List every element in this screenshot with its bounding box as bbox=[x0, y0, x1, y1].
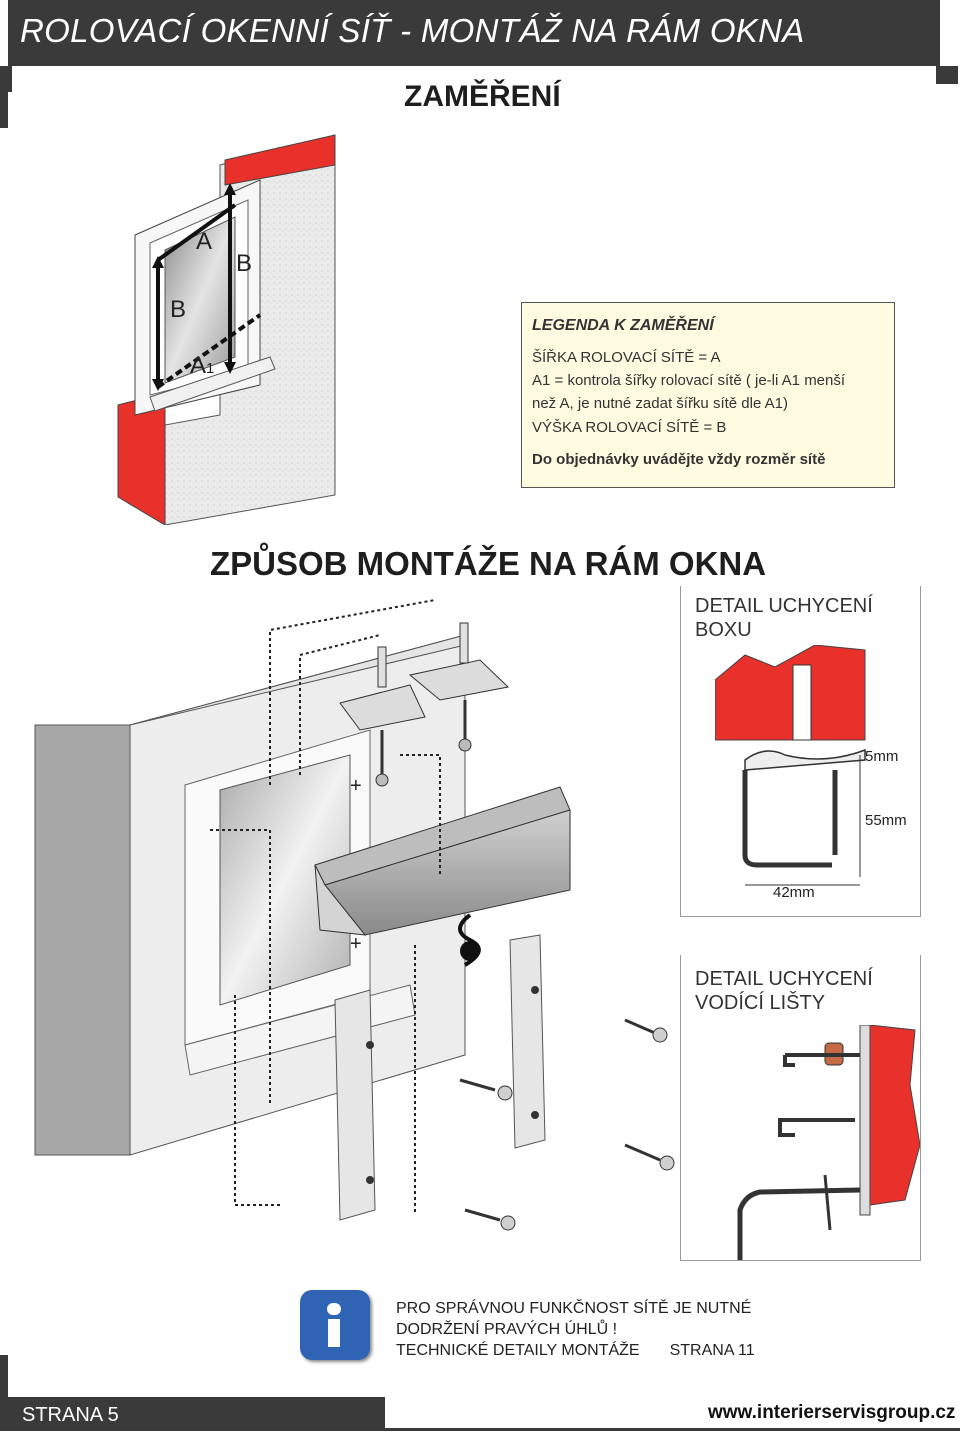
label-b-right: B bbox=[236, 250, 253, 277]
detail-box-drawing bbox=[715, 645, 915, 895]
label-a1: A1 bbox=[190, 352, 215, 379]
page-title: ROLOVACÍ OKENNÍ SÍŤ - MONTÁŽ NA RÁM OKNA bbox=[20, 12, 805, 49]
info-text: PRO SPRÁVNOU FUNKČNOST SÍTĚ JE NUTNÉ DODRŽENÍ PRAVÝCH ÚHLŮ ! TECHNICKÉ DETAILY MONTÁŽE STRANA 11 bbox=[396, 1300, 755, 1359]
legend-line: A1 = kontrola šířky rolovací sítě ( je-li A1 menší bbox=[532, 372, 846, 389]
legend-box bbox=[521, 302, 895, 488]
window-measure-illustration bbox=[110, 125, 350, 525]
section-title-mount: ZPŮSOB MONTÁŽE NA RÁM OKNA bbox=[210, 545, 767, 582]
legend-note: Do objednávky uvádějte vždy rozměr sítě bbox=[532, 451, 826, 468]
svg-text:+: + bbox=[350, 775, 362, 797]
footer-line bbox=[385, 1428, 960, 1431]
detail-rail-title: DETAIL UCHYCENÍ VODÍCÍ LIŠTY bbox=[695, 968, 873, 1014]
info-icon bbox=[300, 1290, 370, 1360]
website-url: www.interierservisgroup.cz bbox=[708, 1402, 956, 1423]
dim-55mm: 55mm bbox=[865, 812, 907, 829]
decor-bar-left bbox=[0, 66, 8, 128]
detail-box-title: DETAIL UCHYCENÍ BOXU bbox=[695, 595, 873, 641]
decor-notch-left bbox=[8, 66, 12, 92]
dim-5mm: 5mm bbox=[865, 748, 899, 765]
section-title-measure: ZAMĚŘENÍ bbox=[404, 80, 561, 113]
page-number: STRANA 5 bbox=[22, 1404, 119, 1426]
legend-line: VÝŠKA ROLOVACÍ SÍTĚ = B bbox=[532, 419, 727, 436]
mounting-illustration bbox=[30, 595, 680, 1255]
decor-square-right bbox=[936, 66, 958, 84]
dim-42mm: 42mm bbox=[773, 884, 815, 901]
label-a: A bbox=[196, 228, 213, 255]
legend-title: LEGENDA K ZAMĚŘENÍ bbox=[532, 317, 714, 334]
footer-decor-left bbox=[0, 1355, 8, 1397]
legend-line: než A, je nutné zadat šířku sítě dle A1) bbox=[532, 395, 788, 412]
svg-text:+: + bbox=[350, 933, 362, 955]
detail-rail-drawing bbox=[730, 1025, 920, 1260]
legend-line: ŠÍŘKA ROLOVACÍ SÍTĚ = A bbox=[532, 349, 721, 366]
label-b-left: B bbox=[170, 296, 187, 323]
